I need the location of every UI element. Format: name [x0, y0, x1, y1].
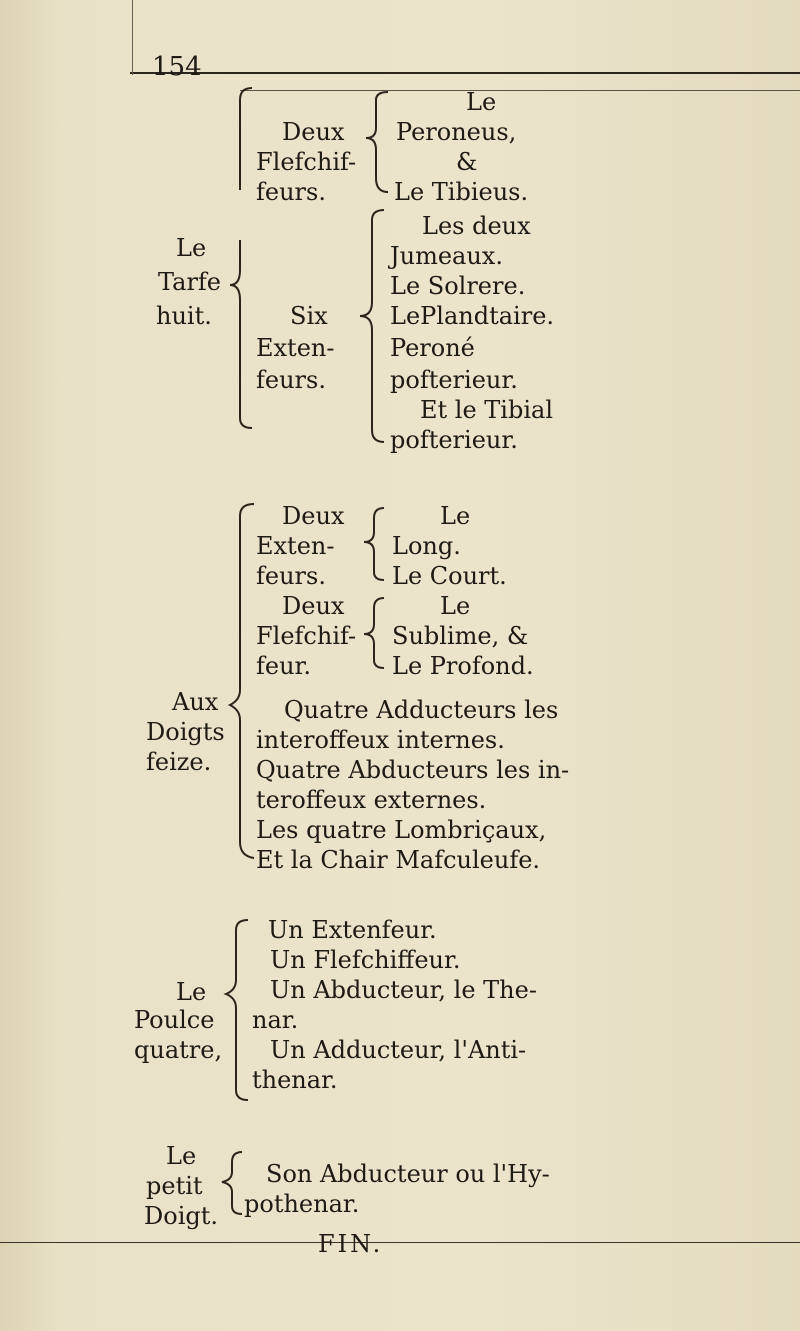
- doigts-line-5: Les quatre Lombriçaux,: [256, 816, 547, 844]
- doigts-flexors-item-2: Sublime, &: [392, 622, 529, 650]
- petit-doigt-brace: [222, 1152, 242, 1214]
- tarse-extensors-item-1: Les deux: [422, 212, 531, 240]
- poulce-line-6: thenar.: [252, 1066, 338, 1094]
- tarse-flexors-label-2: Flefchif-: [256, 148, 357, 176]
- tarse-extensors-item-4: LePlandtaire.: [390, 302, 555, 330]
- doigts-label-line-2: Doigts: [146, 718, 225, 746]
- poulce-line-3: Un Abducteur, le The-: [270, 976, 537, 1004]
- tarse-extensors-label-2: Exten-: [256, 334, 335, 362]
- tarse-extensors-brace: [360, 210, 384, 442]
- petit-doigt-label-line-2: petit: [146, 1172, 203, 1200]
- poulce-brace: [226, 920, 248, 1100]
- doigts-extensors-item-3: Le Court.: [392, 562, 507, 590]
- tarse-flexors-brace: [366, 92, 388, 192]
- doigts-line-2: interoffeux internes.: [256, 726, 505, 754]
- tarse-flexors-label-1: Deux: [282, 118, 345, 146]
- petit-doigt-line-1: Son Abducteur ou l'Hy-: [266, 1160, 550, 1188]
- doigts-line-6: Et la Chair Mafculeufe.: [256, 846, 541, 874]
- doigts-brace: [230, 504, 254, 858]
- doigts-extensors-label-1: Deux: [282, 502, 345, 530]
- doigts-flexors-label-1: Deux: [282, 592, 345, 620]
- tarse-label-line-3: huit.: [156, 302, 212, 330]
- doigts-flexors-label-3: feur.: [256, 652, 312, 680]
- poulce-label-line-2: Poulce: [134, 1006, 215, 1034]
- tarse-extensors-label-1: Six: [290, 302, 328, 330]
- doigts-line-4: teroffeux externes.: [256, 786, 487, 814]
- doigts-line-1: Quatre Adducteurs les: [284, 696, 559, 724]
- poulce-line-2: Un Flefchiffeur.: [270, 946, 461, 974]
- doigts-extensors-brace: [364, 508, 384, 580]
- doigts-extensors-item-2: Long.: [392, 532, 461, 560]
- poulce-line-1: Un Extenfeur.: [268, 916, 437, 944]
- doigts-line-3: Quatre Abducteurs les in-: [256, 756, 570, 784]
- tarse-extensors-item-2: Jumeaux.: [390, 242, 503, 270]
- doigts-flexors-brace: [364, 598, 384, 668]
- tarse-extensors-item-5: Peroné: [390, 334, 475, 362]
- tarse-flexors-item-3: &: [456, 148, 478, 176]
- doigts-extensors-label-3: feurs.: [256, 562, 326, 590]
- tarse-flexors-item-2: Peroneus,: [396, 118, 517, 146]
- tarse-label-line-1: Le: [176, 234, 207, 262]
- tarse-flexors-label-3: feurs.: [256, 178, 326, 206]
- tarse-extensors-item-6: pofterieur.: [390, 366, 518, 394]
- tarse-flexors-item-1: Le: [466, 88, 497, 116]
- doigts-extensors-label-2: Exten-: [256, 532, 335, 560]
- petit-doigt-label-line-1: Le: [166, 1142, 197, 1170]
- doigts-label-line-1: Aux: [172, 688, 219, 716]
- tarse-brace: [230, 88, 252, 428]
- tarse-flexors-item-4: Le Tibieus.: [394, 178, 529, 206]
- tarse-extensors-item-8: pofterieur.: [390, 426, 518, 454]
- page-number: 154: [152, 52, 202, 82]
- poulce-line-4: nar.: [252, 1006, 299, 1034]
- doigts-flexors-item-3: Le Profond.: [392, 652, 534, 680]
- tarse-extensors-label-3: feurs.: [256, 366, 326, 394]
- doigts-flexors-label-2: Flefchif-: [256, 622, 357, 650]
- tarse-extensors-item-7: Et le Tibial: [420, 396, 554, 424]
- poulce-label-line-1: Le: [176, 978, 207, 1006]
- doigts-extensors-item-1: Le: [440, 502, 471, 530]
- footer-fin: FIN.: [318, 1230, 384, 1258]
- tarse-label-line-2: Tarfe: [158, 268, 222, 296]
- doigts-flexors-item-1: Le: [440, 592, 471, 620]
- poulce-line-5: Un Adducteur, l'Anti-: [270, 1036, 527, 1064]
- poulce-label-line-3: quatre,: [134, 1036, 223, 1064]
- petit-doigt-label-line-3: Doigt.: [144, 1202, 219, 1230]
- petit-doigt-line-2: pothenar.: [244, 1190, 360, 1218]
- doigts-label-line-3: feize.: [146, 748, 212, 776]
- tarse-extensors-item-3: Le Solrere.: [390, 272, 526, 300]
